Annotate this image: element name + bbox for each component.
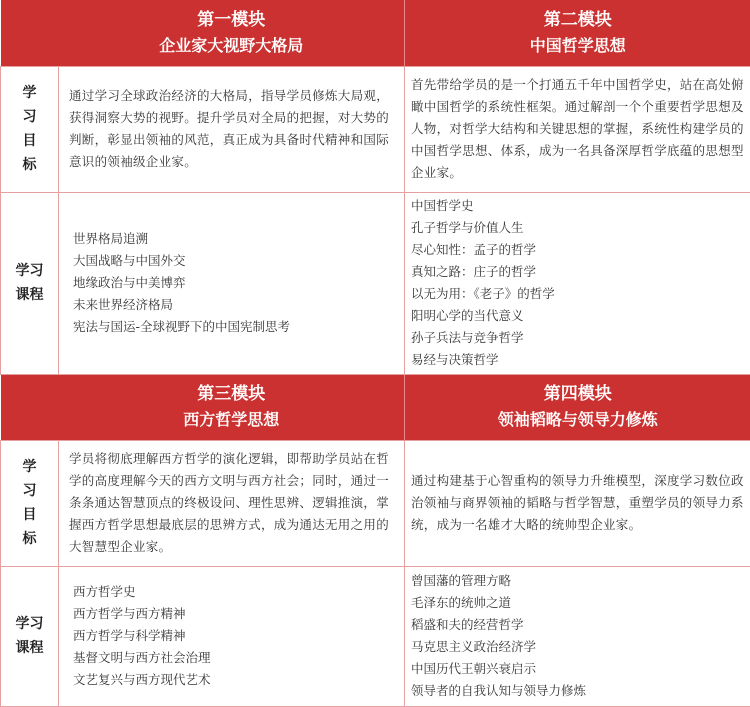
list-item: 真知之路：庄子的哲学 [411,264,537,279]
list-item: 中国哲学史 [411,198,474,213]
list-item: 地缘政治与中美博弈 [73,275,186,290]
header-corner [1,374,59,440]
module-1-course-list [69,228,398,338]
module-1-subtitle: 企业家大视野大格局 [159,35,304,55]
list-item: 西方哲学史 [73,584,136,599]
module-1-header [59,0,405,66]
header-row-2 [1,374,750,440]
module-4-courses-cell [405,566,750,706]
list-item: 世界格局追溯 [73,231,149,246]
list-item: 阳明心学的当代意义 [411,308,524,323]
header-row-1 [1,0,750,66]
module-3-goal-cell [59,440,405,566]
module-2-header [405,0,750,66]
course-label-line: 学习 [15,616,44,632]
module-3-courses-cell [59,566,405,706]
course-label-line: 课程 [15,287,44,303]
module-3-goal: 学员将彻底理解西方哲学的演化逻辑，即帮助学员站在哲学的高度理解今天的西方文明与西方社会；同时，通过一条条通达智慧顶点的终极设问、理性思辨、逻辑推演，掌握西方哲学思想最底层的思辨方式，成为通达无用之用的大智慧型企业家。 [69,451,390,554]
module-3-title: 第三模块 [197,384,266,404]
module-3-header [59,374,405,440]
goal-label-2 [1,440,59,566]
module-2-course-list [411,195,744,371]
goal-label-char: 习 [22,109,37,125]
list-item: 马克思主义政治经济学 [411,639,537,654]
goal-label-char: 目 [22,133,37,149]
list-item: 西方哲学与西方精神 [73,606,186,621]
list-item: 未来世界经济格局 [73,297,174,312]
module-1-goal-cell [59,66,405,192]
list-item: 毛泽东的统帅之道 [411,595,512,610]
goal-label-char: 习 [22,483,37,499]
module-4-header [405,374,750,440]
module-3-subtitle: 西方哲学思想 [183,410,280,429]
course-label-2 [1,566,59,706]
course-row-1 [1,192,750,374]
module-4-goal-cell [405,440,750,566]
module-4-goal: 通过构建基于心智重构的领导力升维模型，深度学习数位政治领袖与商界领袖的韬略与哲学智慧，重塑学员的领导力系统，成为一名雄才大略的统帅型企业家。 [411,473,744,532]
course-row-2 [1,566,750,706]
goal-row-1 [1,66,750,192]
goal-label-char: 标 [22,157,37,173]
goal-label-1 [1,66,59,192]
module-2-title: 第二模块 [543,9,612,30]
module-4-title: 第四模块 [543,384,612,404]
module-1-courses-cell [59,192,405,374]
module-4-course-list [411,570,744,702]
header-corner [1,0,59,66]
module-3-course-list [69,581,398,691]
list-item: 尽心知性：孟子的哲学 [411,242,537,257]
list-item: 中国历代王朝兴衰启示 [411,661,537,676]
goal-label-char: 目 [22,507,37,523]
goal-label-char: 标 [22,531,37,547]
course-label-1 [1,192,59,374]
list-item: 大国战略与中国外交 [73,253,186,268]
list-item: 基督文明与西方社会治理 [73,650,211,665]
goal-row-2 [1,440,750,566]
list-item: 孔子哲学与价值人生 [411,220,524,235]
module-1-title: 第一模块 [197,9,266,30]
module-2-goal-cell [405,66,750,192]
list-item: 曾国藩的管理方略 [411,573,512,588]
course-label-line: 课程 [15,640,44,656]
course-label-line: 学习 [15,263,44,279]
list-item: 文艺复兴与西方现代艺术 [73,672,211,687]
module-2-courses-cell [405,192,750,374]
list-item: 孙子兵法与竞争哲学 [411,330,524,345]
list-item: 宪法与国运-全球视野下的中国宪制思考 [73,319,291,334]
goal-label-char: 学 [22,85,37,101]
module-2-subtitle: 中国哲学思想 [529,35,626,55]
list-item: 领导者的自我认知与领导力修炼 [411,683,587,698]
module-4-subtitle: 领袖韬略与领导力修炼 [497,410,658,429]
list-item: 稻盛和夫的经营哲学 [411,617,524,632]
list-item: 以无为用：《老子》的哲学 [411,286,555,301]
list-item: 西方哲学与科学精神 [73,628,186,643]
module-2-goal: 首先带给学员的是一个打通五千年中国哲学史，站在高处俯瞰中国哲学的系统性框架。通过解剖一个个重要哲学思想及人物，对哲学大结构和关键思想的掌握，系统性构建学员的中国哲学思想、体系，成为一名具备深厚哲学底蕴的思想型企业家。 [411,77,744,180]
list-item: 易经与决策哲学 [411,352,499,367]
goal-label-char: 学 [22,459,37,475]
module-1-goal: 通过学习全球政治经济的大格局，指导学员修炼大局观，获得洞察大势的视野。提升学员对全局的把握，对大势的判断，彰显出领袖的风范，真正成为具备时代精神和国际意识的领袖级企业家。 [69,88,390,169]
